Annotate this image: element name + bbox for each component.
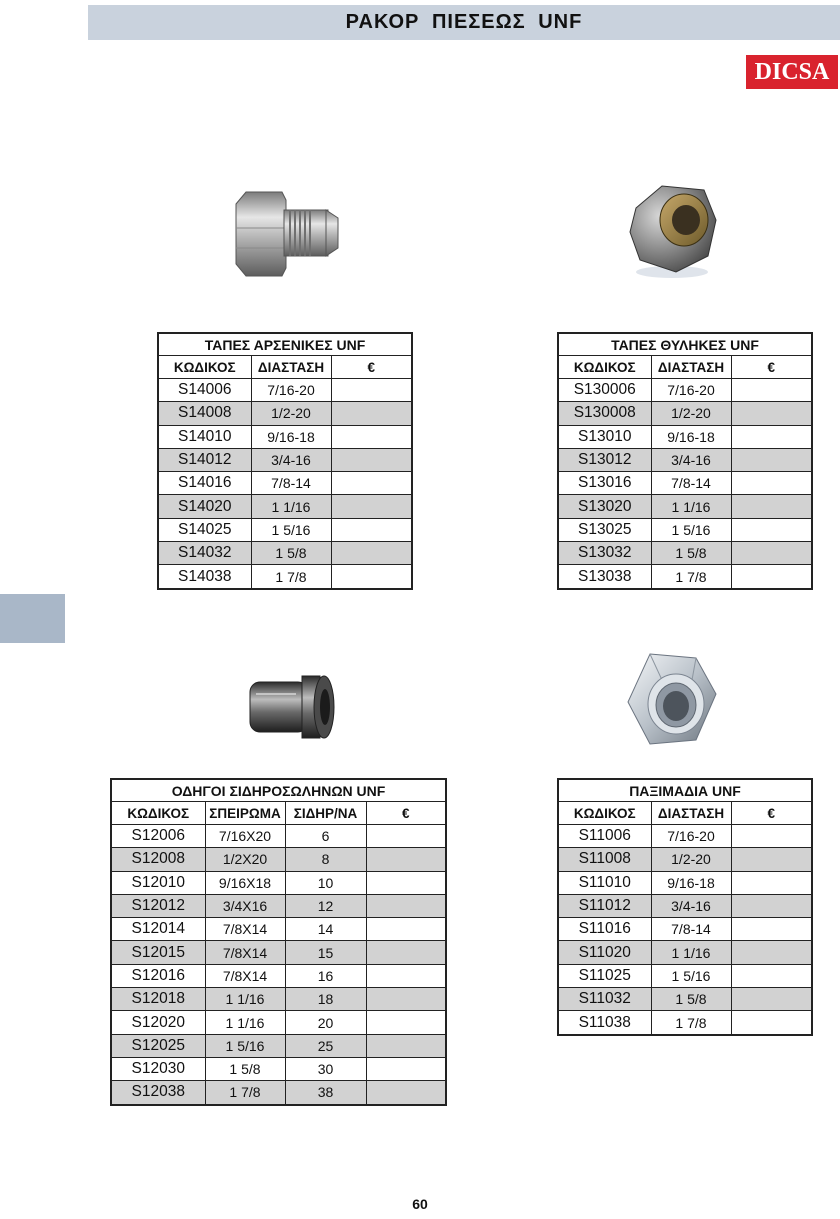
price-cell	[366, 988, 446, 1011]
price-cell	[331, 425, 412, 448]
price-cell	[366, 1081, 446, 1105]
code-cell: S130008	[558, 402, 651, 425]
size-cell: 1 5/16	[251, 518, 331, 541]
tube-sleeve-image	[246, 670, 336, 744]
tube-cell: 30	[285, 1057, 366, 1080]
price-cell	[366, 825, 446, 848]
column-header-price: €	[731, 802, 812, 825]
size-cell: 9/16-18	[651, 425, 731, 448]
code-cell: S12012	[111, 894, 205, 917]
nuts-table	[557, 778, 813, 1036]
size-cell: 9/16-18	[651, 871, 731, 894]
price-cell	[366, 918, 446, 941]
column-header-size: ΔΙΑΣΤΑΣΗ	[651, 802, 731, 825]
size-cell: 1 7/8	[651, 1011, 731, 1035]
size-cell: 3/4-16	[651, 894, 731, 917]
tube-cell: 6	[285, 825, 366, 848]
price-cell	[731, 495, 812, 518]
table-row	[158, 495, 412, 518]
price-cell	[731, 565, 812, 589]
tube-cell: 25	[285, 1034, 366, 1057]
tube-cell: 20	[285, 1011, 366, 1034]
table-row	[111, 848, 446, 871]
tube-cell: 14	[285, 918, 366, 941]
page-title: ΡΑΚΟΡ ΠΙΕΣΕΩΣ UNF	[345, 11, 583, 33]
table-row	[558, 425, 812, 448]
table-row	[158, 425, 412, 448]
code-cell: S14016	[158, 472, 251, 495]
thread-cell: 1 5/8	[205, 1057, 285, 1080]
size-cell: 1 1/16	[651, 941, 731, 964]
code-cell: S12020	[111, 1011, 205, 1034]
size-cell: 1 7/8	[251, 565, 331, 589]
size-cell: 3/4-16	[651, 448, 731, 471]
price-cell	[731, 941, 812, 964]
table-row	[558, 848, 812, 871]
price-cell	[366, 1057, 446, 1080]
code-cell: S14012	[158, 448, 251, 471]
tube-sleeves-table	[110, 778, 447, 1106]
price-cell	[366, 848, 446, 871]
size-cell: 1/2-20	[651, 848, 731, 871]
table-row	[111, 988, 446, 1011]
code-cell: S14010	[158, 425, 251, 448]
code-cell: S13020	[558, 495, 651, 518]
price-cell	[731, 1011, 812, 1035]
table-row	[111, 941, 446, 964]
code-cell: S12006	[111, 825, 205, 848]
table-row	[558, 495, 812, 518]
size-cell: 7/16-20	[251, 379, 331, 402]
price-cell	[366, 1011, 446, 1034]
column-header-code: ΚΩΔΙΚΟΣ	[558, 356, 651, 379]
size-cell: 7/16-20	[651, 379, 731, 402]
nut-image	[622, 650, 720, 750]
column-header-thread: ΣΠΕΙΡΩΜΑ	[205, 802, 285, 825]
column-header-price: €	[366, 802, 446, 825]
code-cell: S12025	[111, 1034, 205, 1057]
size-cell: 7/8-14	[251, 472, 331, 495]
size-cell: 1 5/8	[651, 988, 731, 1011]
header-bar	[88, 5, 840, 40]
table-row	[158, 402, 412, 425]
size-cell: 3/4-16	[251, 448, 331, 471]
size-cell: 1/2-20	[251, 402, 331, 425]
code-cell: S14038	[158, 565, 251, 589]
tube-cell: 12	[285, 894, 366, 917]
table-row	[558, 871, 812, 894]
code-cell: S11025	[558, 964, 651, 987]
table-row	[558, 518, 812, 541]
price-cell	[366, 871, 446, 894]
size-cell: 1 1/16	[251, 495, 331, 518]
size-cell: 7/8-14	[651, 918, 731, 941]
code-cell: S11008	[558, 848, 651, 871]
table-title: ΟΔΗΓΟΙ ΣΙΔΗΡΟΣΩΛΗΝΩΝ UNF	[111, 779, 446, 802]
price-cell	[366, 941, 446, 964]
tube-cell: 38	[285, 1081, 366, 1105]
thread-cell: 1/2X20	[205, 848, 285, 871]
code-cell: S14006	[158, 379, 251, 402]
table-row	[111, 918, 446, 941]
price-cell	[366, 1034, 446, 1057]
code-cell: S11032	[558, 988, 651, 1011]
table-row	[558, 379, 812, 402]
code-cell: S13016	[558, 472, 651, 495]
table-row	[558, 542, 812, 565]
size-cell: 1/2-20	[651, 402, 731, 425]
price-cell	[331, 518, 412, 541]
thread-cell: 7/8X14	[205, 918, 285, 941]
code-cell: S14032	[158, 542, 251, 565]
brand-logo	[746, 55, 838, 89]
tube-cell: 18	[285, 988, 366, 1011]
tube-cell: 16	[285, 964, 366, 987]
code-cell: S13032	[558, 542, 651, 565]
price-cell	[331, 448, 412, 471]
thread-cell: 1 5/16	[205, 1034, 285, 1057]
code-cell: S12018	[111, 988, 205, 1011]
table-title: ΤΑΠΕΣ ΘΥΛΗΚΕΣ UNF	[558, 333, 812, 356]
table-row	[111, 1011, 446, 1034]
code-cell: S12015	[111, 941, 205, 964]
code-cell: S13012	[558, 448, 651, 471]
table-row	[111, 1081, 446, 1105]
price-cell	[366, 964, 446, 987]
code-cell: S11006	[558, 825, 651, 848]
table-row	[158, 472, 412, 495]
price-cell	[331, 472, 412, 495]
code-cell: S130006	[558, 379, 651, 402]
table-row	[558, 1011, 812, 1035]
tube-cell: 15	[285, 941, 366, 964]
code-cell: S14025	[158, 518, 251, 541]
code-cell: S14008	[158, 402, 251, 425]
column-header-code: ΚΩΔΙΚΟΣ	[558, 802, 651, 825]
size-cell: 1 5/8	[251, 542, 331, 565]
code-cell: S13010	[558, 425, 651, 448]
male-plug-image	[228, 188, 340, 280]
price-cell	[731, 542, 812, 565]
thread-cell: 3/4X16	[205, 894, 285, 917]
table-row	[158, 542, 412, 565]
thread-cell: 7/8X14	[205, 941, 285, 964]
table-row	[111, 964, 446, 987]
female-plugs-table	[557, 332, 813, 590]
table-row	[558, 825, 812, 848]
price-cell	[731, 448, 812, 471]
table-row	[111, 871, 446, 894]
table-row	[558, 402, 812, 425]
column-header-price: €	[331, 356, 412, 379]
price-cell	[731, 518, 812, 541]
code-cell: S14020	[158, 495, 251, 518]
thread-cell: 9/16X18	[205, 871, 285, 894]
price-cell	[731, 379, 812, 402]
table-row	[158, 379, 412, 402]
size-cell: 1 1/16	[651, 495, 731, 518]
tube-cell: 8	[285, 848, 366, 871]
thread-cell: 1 1/16	[205, 988, 285, 1011]
table-row	[111, 1057, 446, 1080]
page-number: 60	[412, 1196, 428, 1212]
table-row	[111, 894, 446, 917]
price-cell	[731, 825, 812, 848]
code-cell: S11010	[558, 871, 651, 894]
code-cell: S13038	[558, 565, 651, 589]
price-cell	[366, 894, 446, 917]
table-row	[558, 472, 812, 495]
table-row	[558, 565, 812, 589]
table-row	[558, 918, 812, 941]
code-cell: S13025	[558, 518, 651, 541]
table-row	[111, 1034, 446, 1057]
table-row	[558, 448, 812, 471]
size-cell: 9/16-18	[251, 425, 331, 448]
price-cell	[731, 988, 812, 1011]
code-cell: S11016	[558, 918, 651, 941]
table-row	[158, 448, 412, 471]
price-cell	[731, 894, 812, 917]
code-cell: S12016	[111, 964, 205, 987]
price-cell	[731, 402, 812, 425]
price-cell	[331, 542, 412, 565]
female-plug-image	[622, 180, 722, 280]
price-cell	[331, 565, 412, 589]
code-cell: S12014	[111, 918, 205, 941]
column-header-code: ΚΩΔΙΚΟΣ	[158, 356, 251, 379]
table-row	[558, 941, 812, 964]
size-cell: 7/8-14	[651, 472, 731, 495]
code-cell: S11012	[558, 894, 651, 917]
table-row	[558, 964, 812, 987]
size-cell: 1 5/16	[651, 518, 731, 541]
price-cell	[731, 871, 812, 894]
column-header-code: ΚΩΔΙΚΟΣ	[111, 802, 205, 825]
size-cell: 1 5/8	[651, 542, 731, 565]
side-chapter-tab	[0, 594, 65, 643]
thread-cell: 7/16X20	[205, 825, 285, 848]
thread-cell: 1 7/8	[205, 1081, 285, 1105]
brand-logo-text: DICSA	[754, 59, 830, 85]
table-row	[111, 825, 446, 848]
thread-cell: 7/8X14	[205, 964, 285, 987]
code-cell: S11038	[558, 1011, 651, 1035]
column-header-size: ΔΙΑΣΤΑΣΗ	[651, 356, 731, 379]
table-row	[158, 518, 412, 541]
code-cell: S12010	[111, 871, 205, 894]
size-cell: 1 7/8	[651, 565, 731, 589]
price-cell	[731, 472, 812, 495]
code-cell: S12038	[111, 1081, 205, 1105]
table-title: ΠΑΞΙΜΑΔΙΑ UNF	[558, 779, 812, 802]
price-cell	[331, 495, 412, 518]
code-cell: S12030	[111, 1057, 205, 1080]
price-cell	[731, 964, 812, 987]
column-header-price: €	[731, 356, 812, 379]
column-header-size: ΔΙΑΣΤΑΣΗ	[251, 356, 331, 379]
code-cell: S12008	[111, 848, 205, 871]
price-cell	[731, 918, 812, 941]
size-cell: 7/16-20	[651, 825, 731, 848]
column-header-tube: ΣΙΔΗΡ/ΝΑ	[285, 802, 366, 825]
table-title: ΤΑΠΕΣ ΑΡΣΕΝΙΚΕΣ UNF	[158, 333, 412, 356]
table-row	[558, 894, 812, 917]
tube-cell: 10	[285, 871, 366, 894]
male-plugs-table	[157, 332, 413, 590]
price-cell	[731, 425, 812, 448]
code-cell: S11020	[558, 941, 651, 964]
table-row	[158, 565, 412, 589]
table-row	[558, 988, 812, 1011]
price-cell	[331, 402, 412, 425]
thread-cell: 1 1/16	[205, 1011, 285, 1034]
size-cell: 1 5/16	[651, 964, 731, 987]
price-cell	[331, 379, 412, 402]
price-cell	[731, 848, 812, 871]
